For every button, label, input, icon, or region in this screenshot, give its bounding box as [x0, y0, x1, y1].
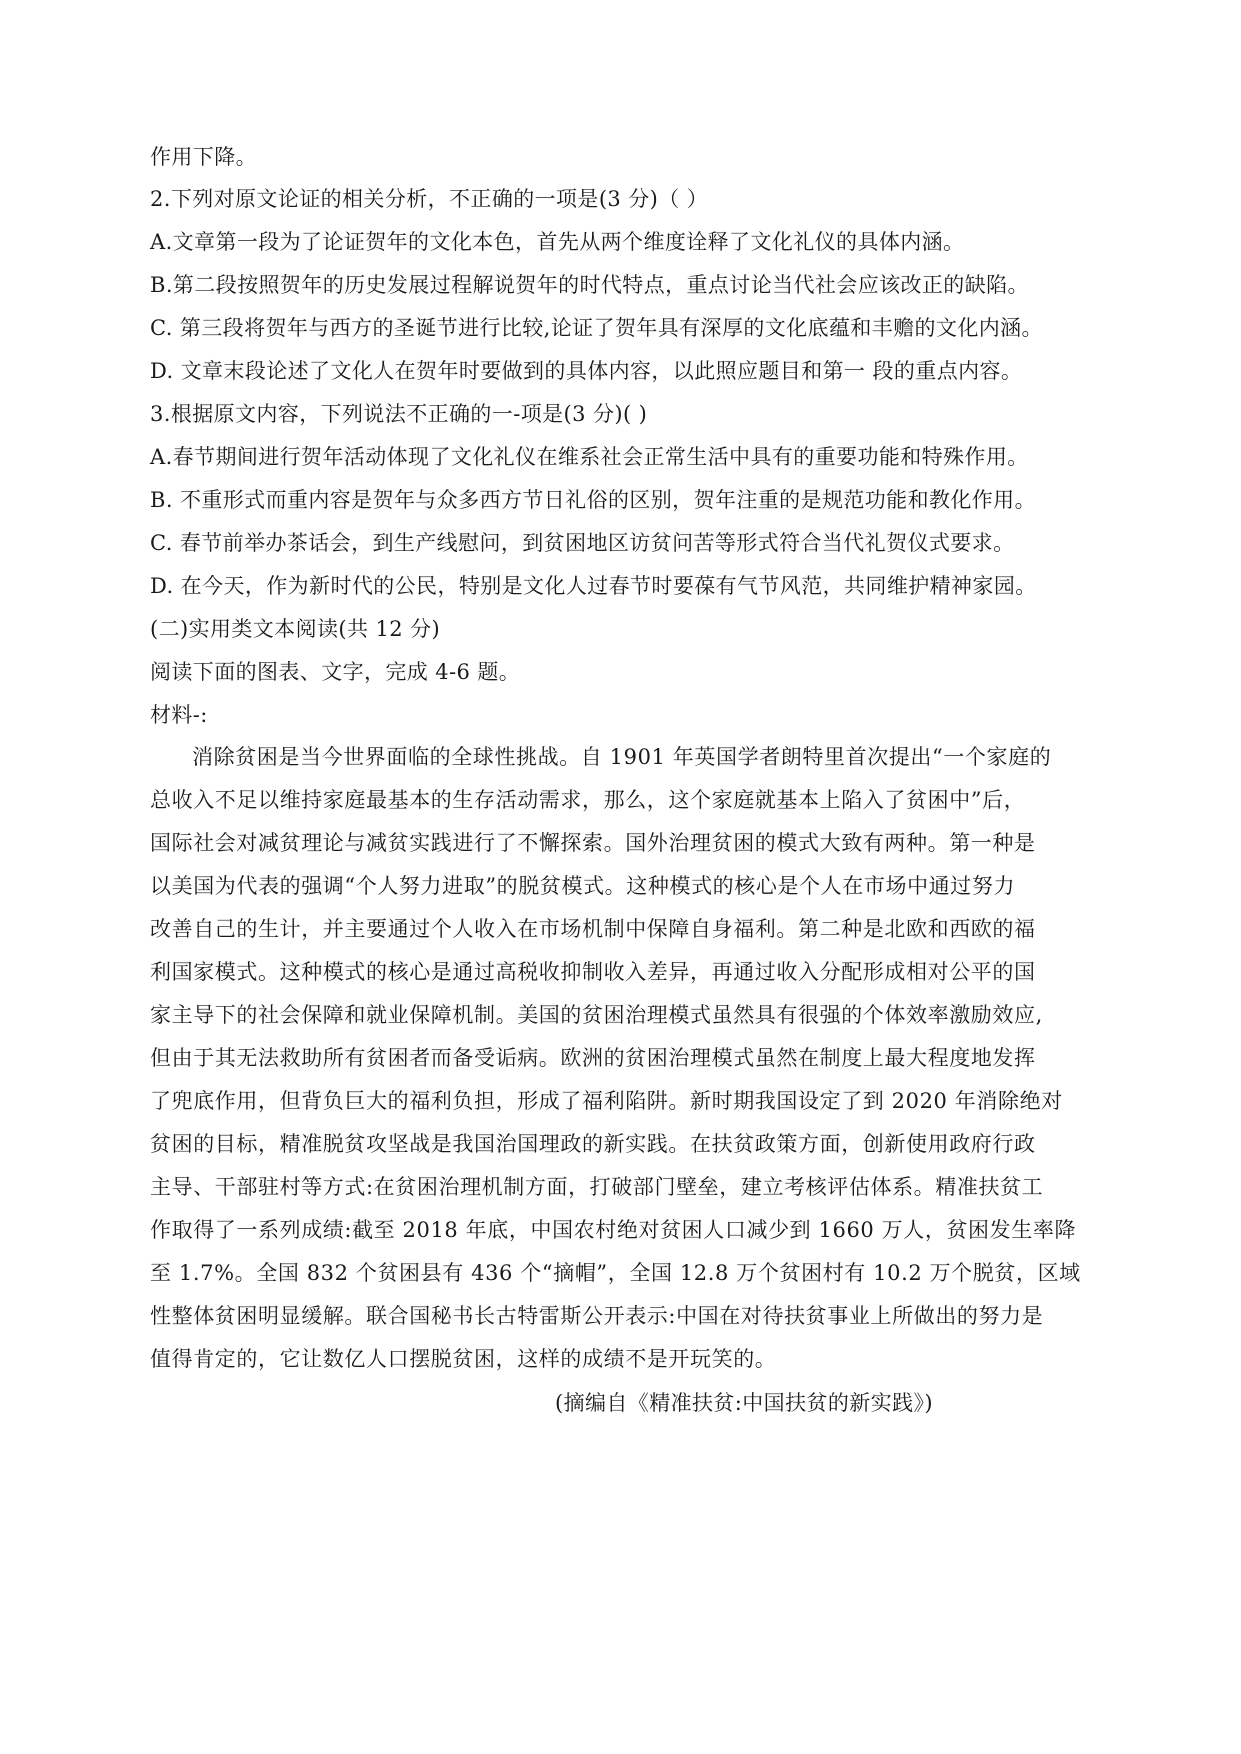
- question-3-option-b: B. 不重形式而重内容是贺年与众多西方节日礼俗的区别，贺年注重的是规范功能和教化作用。: [150, 488, 1036, 512]
- question-2-option-c: C. 第三段将贺年与西方的圣诞节进行比较,论证了贺年具有深厚的文化底蕴和丰赡的文化内涵。: [150, 316, 1043, 340]
- paragraph-line: 家主导下的社会保障和就业保障机制。美国的贫困治理模式虽然具有很强的个体效率激励效应,: [150, 1003, 1043, 1027]
- paragraph-line: 值得肯定的，它让数亿人口摆脱贫困，这样的成绩不是开玩笑的。: [150, 1347, 777, 1371]
- paragraph-line: 消除贫困是当今世界面临的全球性挑战。自 1901 年英国学者朗特里首次提出“一个家庭的: [192, 745, 1052, 769]
- paragraph-line: 利国家模式。这种模式的核心是通过高税收抑制收入差异，再通过收入分配形成相对公平的国: [150, 960, 1036, 984]
- question-2-option-d: D. 文章末段论述了文化人在贺年时要做到的具体内容，以此照应题目和第一 段的重点内容。: [150, 359, 1023, 383]
- question-3-stem: 3.根据原文内容，下列说法不正确的一-项是(3 分)( ): [150, 402, 648, 426]
- paragraph-line: 至 1.7%。全国 832 个贫困县有 436 个“摘帽”，全国 12.8 万个贫困村有 10.2 万个脱贫，区域: [150, 1261, 1081, 1285]
- question-3-option-c: C. 春节前举办茶话会，到生产线慰问，到贫困地区访贫问苦等形式符合当代礼贺仪式要求。: [150, 531, 1015, 555]
- paragraph-line: 贫困的目标，精准脱贫攻坚战是我国治国理政的新实践。在扶贫政策方面，创新使用政府行政: [150, 1132, 1036, 1156]
- paragraph-line: 作取得了一系列成绩:截至 2018 年底，中国农村绝对贫困人口减少到 1660 万人，贫困发生率降: [150, 1218, 1077, 1242]
- paragraph-line: 性整体贫困明显缓解。联合国秘书长古特雷斯公开表示:中国在对待扶贫事业上所做出的努力是: [150, 1304, 1044, 1328]
- text-line-continuation: 作用下降。: [150, 145, 257, 169]
- paragraph-line: 以美国为代表的强调“个人努力进取”的脱贫模式。这种模式的核心是个人在市场中通过努力: [150, 874, 1016, 898]
- paragraph-line: 改善自己的生计，并主要通过个人收入在市场机制中保障自身福利。第二种是北欧和西欧的福: [150, 917, 1036, 941]
- question-2-stem: 2.下列对原文论证的相关分析，不正确的一项是(3 分)（ ）: [150, 187, 709, 211]
- reading-instruction: 阅读下面的图表、文字，完成 4-6 题。: [150, 660, 521, 684]
- section-heading: (二)实用类文本阅读(共 12 分): [150, 617, 441, 641]
- source-citation: (摘编自《精准扶贫:中国扶贫的新实践》): [555, 1391, 933, 1415]
- question-3-option-a: A.春节期间进行贺年活动体现了文化礼仪在维系社会正常生活中具有的重要功能和特殊作用。: [150, 445, 1029, 469]
- paragraph-line: 主导、干部驻村等方式:在贫困治理机制方面，打破部门壁垒，建立考核评估体系。精准扶贫工: [150, 1175, 1044, 1199]
- paragraph-line: 但由于其无法救助所有贫困者而备受诟病。欧洲的贫困治理模式虽然在制度上最大程度地发挥: [150, 1046, 1036, 1070]
- material-label: 材料-:: [150, 703, 208, 727]
- paragraph-line: 了兜底作用，但背负巨大的福利负担，形成了福利陷阱。新时期我国设定了到 2020 年消除绝对: [150, 1089, 1063, 1113]
- paragraph-line: 国际社会对减贫理论与减贫实践进行了不懈探索。国外治理贫困的模式大致有两种。第一种是: [150, 831, 1036, 855]
- question-3-option-d: D. 在今天，作为新时代的公民，特别是文化人过春节时要葆有气节风范，共同维护精神家园。: [150, 574, 1037, 598]
- question-2-option-b: B.第二段按照贺年的历史发展过程解说贺年的时代特点，重点讨论当代社会应该改正的缺陷。: [150, 273, 1029, 297]
- question-2-option-a: A.文章第一段为了论证贺年的文化本色，首先从两个维度诠释了文化礼仪的具体内涵。: [150, 230, 965, 254]
- paragraph-line: 总收入不足以维持家庭最基本的生存活动需求，那么，这个家庭就基本上陷入了贫困中”后，: [150, 788, 1026, 812]
